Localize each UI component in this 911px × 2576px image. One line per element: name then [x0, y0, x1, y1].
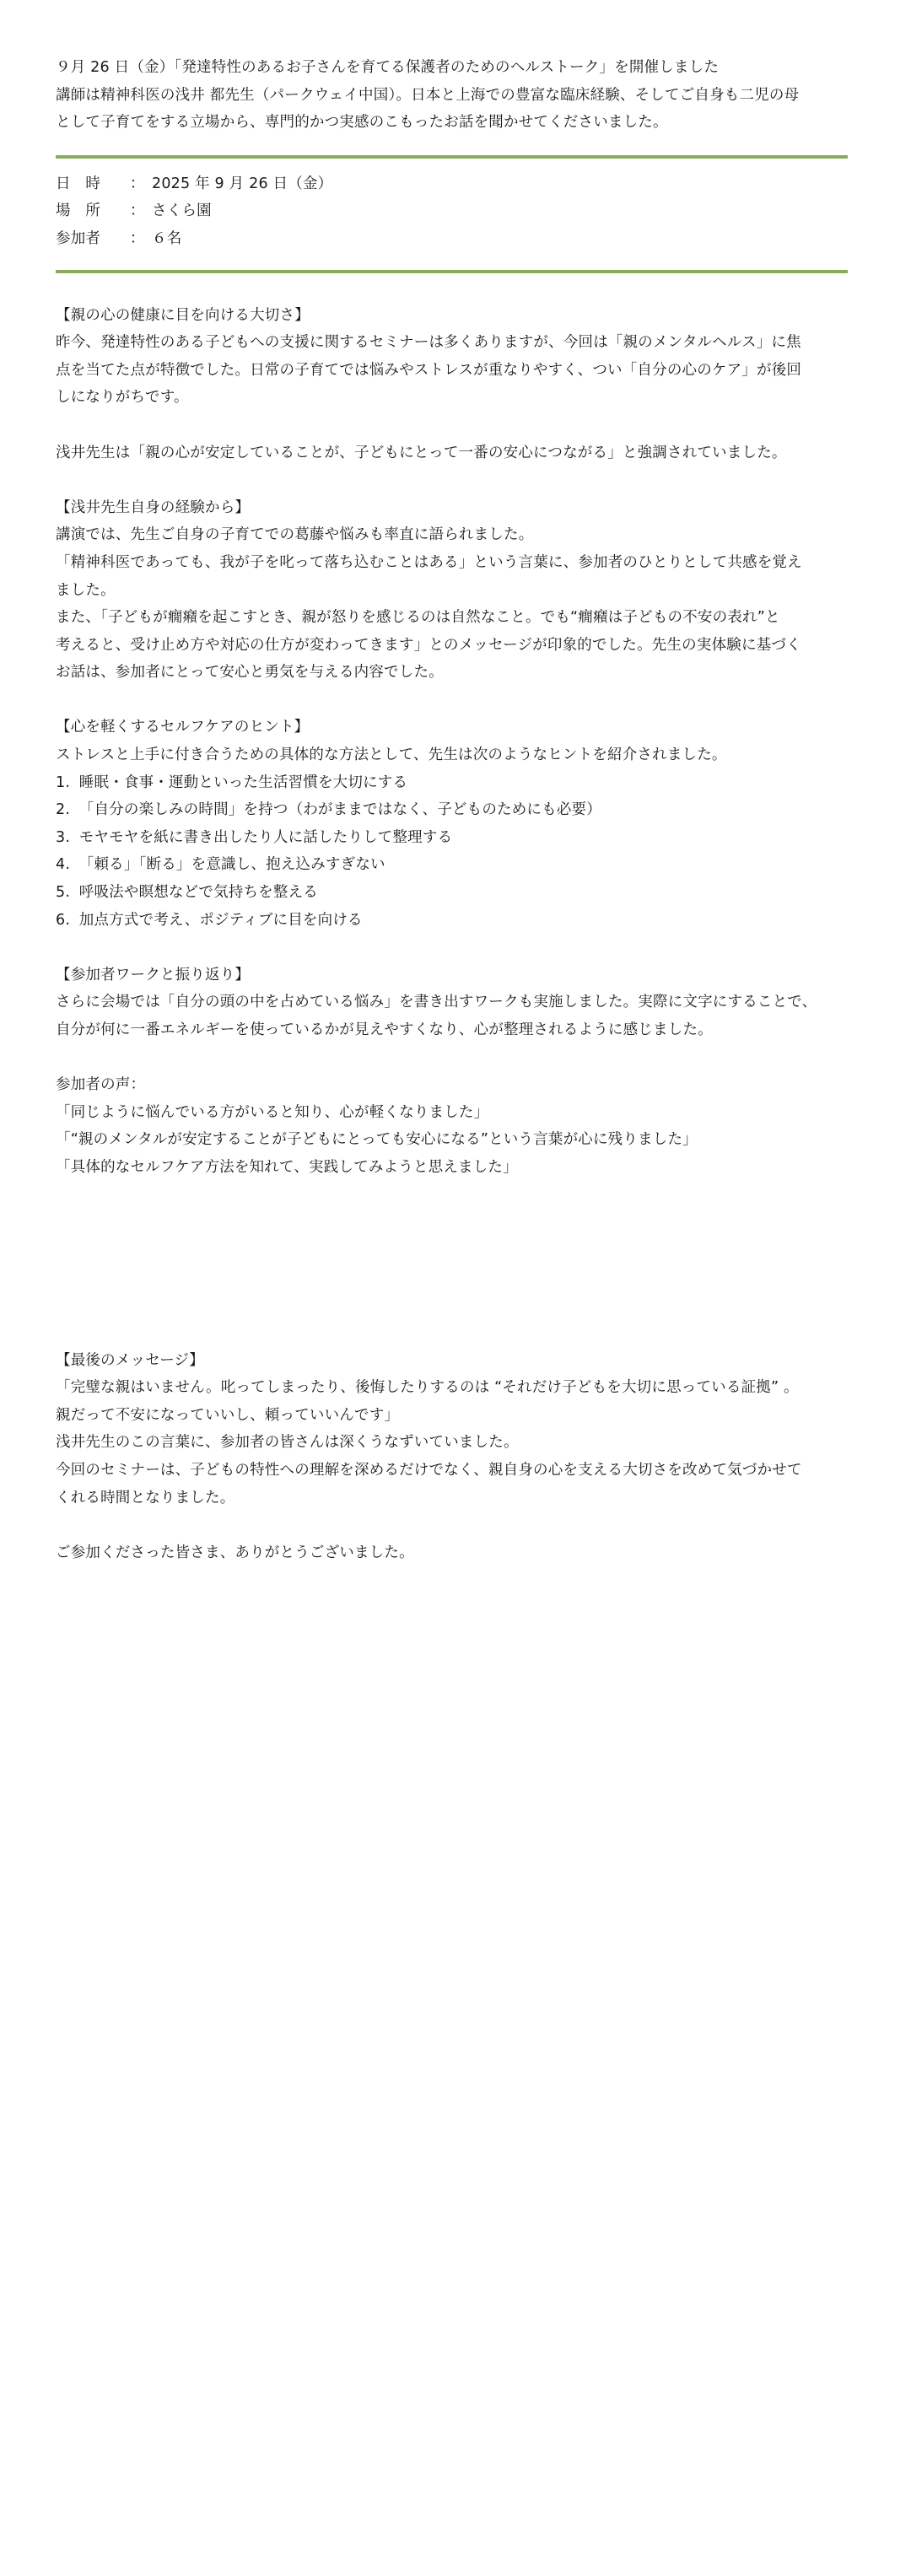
list-number: 1. — [56, 773, 71, 791]
info-label: 場 所 — [56, 202, 101, 220]
paragraph-line: 自分が何に一番エネルギーを使っているかが見えやすくなり、心が整理されるように感じました。 — [56, 1021, 713, 1038]
paragraph-line: くれる時間となりました。 — [56, 1489, 235, 1506]
paragraph-line: 浅井先生は「親の心が安定していることが、子どもにとって一番の安心につながる」と強調されていました。 — [56, 444, 787, 461]
info-value: さくら園 — [152, 202, 212, 220]
list-number: 2. — [56, 801, 71, 819]
section-heading: 【浅井先生自身の経験から】 — [56, 498, 251, 516]
paragraph-line: さらに会場では「自分の頭の中を占めている悩み」を書き出すワークも実施しました。実際に文字にすることで、 — [56, 994, 817, 1011]
list-number: 4. — [56, 856, 71, 874]
info-row-participants — [56, 225, 865, 253]
paragraph-line: 講演では、先生ご自身の子育てでの葛藤や悩みも率直に語られました。 — [56, 526, 534, 544]
info-value: 2025 年 9 月 26 日（金） — [152, 175, 333, 192]
paragraph-line: 「完璧な親はいません。叱ってしまったり、後悔したりするのは “それだけ子どもを大切に思っている証拠” 。 — [56, 1379, 799, 1397]
info-label: 参加者 — [56, 229, 101, 247]
list-number: 5. — [56, 884, 71, 902]
list-text: 「自分の楽しみの時間」を持つ（わがままではなく、子どものためにも必要） — [78, 801, 601, 819]
info-value: ６名 — [152, 229, 182, 247]
info-row-date — [56, 170, 865, 198]
closing-line: ご参加くださった皆さま、ありがとうございました。 — [56, 1544, 414, 1561]
paragraph-line: 点を当てた点が特徴でした。日常の子育てでは悩みやストレスが重なりやすく、つい「自分の心のケア」が後回 — [56, 361, 802, 379]
paragraph-line: ストレスと上手に付き合うための具体的な方法として、先生は次のようなヒントを紹介されました。 — [56, 746, 727, 764]
paragraph-line: 考えると、受け止め方や対応の仕方が変わってきます」とのメッセージが印象的でした。先生の実体験に基づく — [56, 636, 801, 654]
section-heading: 【参加者ワークと振り返り】 — [56, 966, 251, 984]
spacer — [56, 934, 865, 962]
spacer-large — [56, 1182, 865, 1347]
article-title: ９月 26 日（金）「発達特性のあるお子さんを育てる保護者のためのヘルストーク」を開催しました — [56, 59, 720, 76]
spacer — [56, 412, 865, 439]
list-item — [56, 769, 865, 797]
list-item — [56, 796, 865, 824]
info-separator: ： — [130, 229, 145, 247]
section-heading: 【最後のメッセージ】 — [56, 1351, 204, 1369]
paragraph-line: 昨今、発達特性のある子どもへの支援に関するセミナーは多くありますが、今回は「親のメンタルヘルス」に焦 — [56, 334, 801, 352]
list-item — [56, 907, 865, 935]
info-row-place — [56, 197, 865, 225]
info-label: 日 時 — [56, 175, 101, 192]
voices-label: 参加者の声： — [56, 1076, 146, 1094]
voice-quote: 「具体的なセルフケア方法を知れて、実践してみようと思えました」 — [56, 1158, 518, 1176]
info-separator: ： — [130, 175, 145, 192]
voice-quote: 「同じように悩んでいる方がいると知り、心が軽くなりました」 — [56, 1103, 489, 1121]
list-text: 呼吸法や瞑想などで気持ちを整える — [78, 884, 318, 902]
list-number: 6. — [56, 911, 71, 929]
paragraph-line: 「精神科医であっても、我が子を叱って落ち込むことはある」という言葉に、参加者のひとりとして共感を覚え — [56, 553, 802, 571]
divider-top — [56, 155, 848, 159]
list-item — [56, 879, 865, 907]
intro-line: として子育てをする立場から、専門的かつ実感のこもったお話を聞かせてくださいました。 — [56, 114, 668, 132]
list-item — [56, 824, 865, 852]
section-heading: 【心を軽くするセルフケアのヒント】 — [56, 719, 310, 736]
list-number: 3. — [56, 828, 71, 846]
spacer — [56, 1512, 865, 1539]
paragraph-line: 親だって不安になっていいし、頼っていいんです」 — [56, 1406, 400, 1424]
paragraph-line: しになりがちです。 — [56, 389, 189, 407]
spacer — [56, 1044, 865, 1072]
section-heading: 【親の心の健康に目を向ける大切さ】 — [56, 306, 310, 324]
list-text: 睡眠・食事・運動といった生活習慣を大切にする — [78, 773, 408, 791]
list-text: 加点方式で考え、ポジティブに目を向ける — [78, 911, 363, 929]
list-text: モヤモヤを紙に書き出したり人に話したりして整理する — [78, 828, 453, 846]
list-text: 「頼る」「断る」を意識し、抱え込みすぎない — [78, 856, 385, 874]
paragraph-line: また、「子どもが癇癪を起こすとき、親が怒りを感じるのは自然なこと。でも“癇癪は子どもの不安の表れ”と — [56, 609, 780, 627]
spacer — [56, 466, 865, 494]
info-separator: ： — [130, 202, 145, 220]
intro-line: 講師は精神科医の浅井 都先生（パークウェイ中国）。日本と上海での豊富な臨床経験、そしてご自身も二児の母 — [56, 86, 800, 104]
paragraph-line: 今回のセミナーは、子どもの特性への理解を深めるだけでなく、親自身の心を支える大切さを改めて気づかせて — [56, 1461, 802, 1479]
divider-bottom — [56, 270, 848, 273]
paragraph-line: ました。 — [56, 581, 116, 599]
voice-quote: 「“親のメンタルが安定することが子どもにとっても安心になる”という言葉が心に残りました」 — [56, 1131, 698, 1149]
list-item — [56, 851, 865, 879]
paragraph-line: お話は、参加者にとって安心と勇気を与える内容でした。 — [56, 664, 444, 682]
spacer — [56, 687, 865, 714]
paragraph-line: 浅井先生のこの言葉に、参加者の皆さんは深くうなずいていました。 — [56, 1434, 519, 1452]
